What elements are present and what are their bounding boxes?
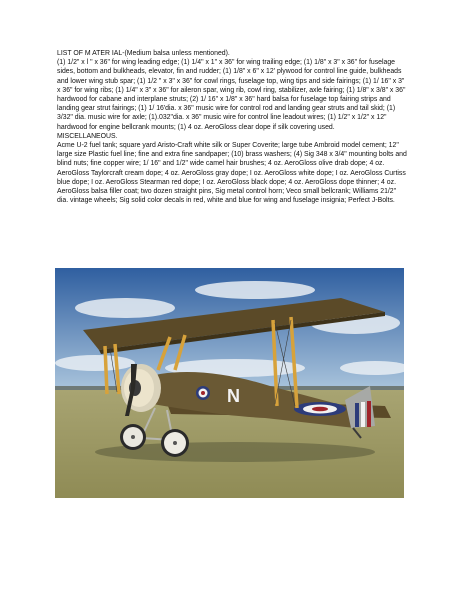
fuselage-roundel	[196, 386, 210, 400]
misc-heading: MISCELLANEOUS.	[57, 132, 118, 140]
materials-heading: LIST OF M ATER IAL-(Medium balsa unless mentioned).	[57, 50, 230, 57]
tail-stripes	[355, 401, 371, 427]
engine-cowl	[121, 364, 161, 412]
wheel-right	[161, 429, 189, 457]
materials-text-block	[57, 49, 409, 205]
misc-body: Acme U-2 fuel tank; square yard Aristo-Craft white silk or Super Coverite; large tube Ambroid model cement; 12" large size Plastic fuel line; fine and extra fine sandpaper; (10) brass washers; (4) Sig 348 x 3/4" mounting bolts and blind nuts; fine copper wire; 1/ 16" and 1/2" wide camel hair brushes; 4 oz. AeroGloss olive drab dope; 4 oz. AeroGloss Taylorcraft cream dope; 4 oz. AeroGloss gray dope; I oz. AeroGloss white dope; I oz. AeroGloss Curtiss blue dope; I oz. AeroGloss Stearman red dope; I oz. AeroGloss black dope; 4 oz. AeroGloss dope thinner; 4 oz. AeroGloss balsa filler coat; two dozen straight pins, Sig metal control horn; Veco small bellcrank; Williams 21/2" dia. vintage wheels; Sig solid color decals in red, white and blue for wing and fuselage insignia; Perfect J-Bolts.	[57, 142, 407, 205]
biplane-photo	[55, 268, 404, 498]
wheel-left	[120, 424, 146, 450]
roundel-lower-wing	[294, 402, 346, 416]
fuselage-letter: N	[227, 386, 240, 406]
materials-body: (1) 1/2" x l " x 36" for wing leading edge; (1) 1/4" x 1" x 36" for wing trailing edge; (1) 1/8" x 3" x 36" for fuselage sides, bottom and bulkheads, elevator, fin and rudder; (1) 1/8" x 6" x 12' plywood for control line guide, bulkheads and lower wing stub spar; (1) 1/2 " x 3" x 36" for cowl rings, fuselage top, wing tips and side fairings; (1) 1/ 16" x 3" x 36" for wing ribs; (1) 1/4" x 3" x 36" for aileron spar, wing rib, cowl ring, stabilizer, axle fairing; (1) 1/8" x 3/8" x 36" hardwood for cabane and interplane struts; (2) 1/ 16" x 1/8" x 36" hard balsa for fuselage top fairing strips and landing gear strut fairings; (1) 1/ 16'dia. x 36" music wire for control rod and landing gear struts and tail skid; (1) 3/32" dia. music wire for axle; (1).032"dia. x 36" music wire for control line leadout wires; (1) 1/2" x 1/2" x 12" hardwood for engine bellcrank mounts; (1) 4 oz. AeroGloss clear dope if silk covering used.	[57, 59, 406, 131]
